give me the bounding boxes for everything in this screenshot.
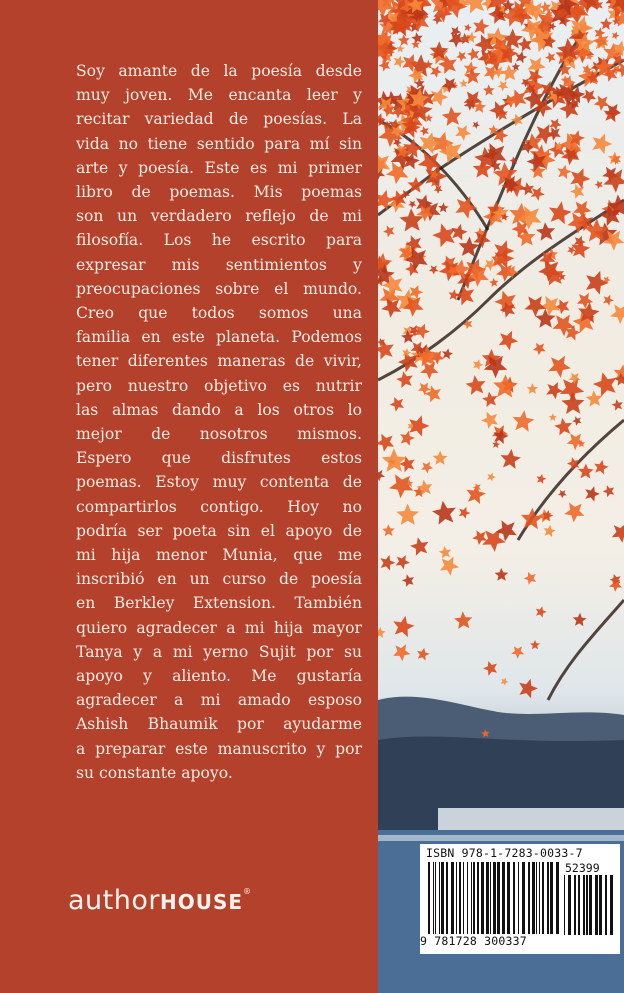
blurb-line: Soy amante de la poesía desde (76, 62, 362, 80)
blurb-line: filosofía. Los he escrito para (76, 231, 362, 250)
maple-leaf (466, 375, 486, 395)
maple-leaf (586, 271, 609, 295)
maple-leaf (564, 503, 584, 523)
barcode-bar (522, 862, 525, 934)
publisher-logo (68, 885, 252, 916)
blurb-line: a preparar este manuscrito y por (76, 739, 362, 758)
maple-leaf (421, 462, 433, 474)
maple-leaf (382, 448, 407, 472)
barcode-bar (528, 862, 530, 934)
maple-leaf (408, 201, 416, 209)
maple-leaf (459, 79, 467, 87)
barcode-bar (490, 862, 491, 934)
lake-reflection (378, 835, 624, 841)
maple-leaf (411, 32, 422, 43)
maple-leaf (451, 224, 467, 241)
maple-leaf (533, 343, 546, 356)
maple-leaf (396, 555, 410, 569)
maple-leaf (561, 392, 584, 414)
maple-leaf (549, 201, 572, 224)
blurb-line: son un verdadero reflejo de mi (76, 207, 362, 226)
maple-leaf (399, 208, 423, 231)
publisher-logo-part2: HOUSE (159, 890, 244, 914)
maple-leaf (548, 356, 571, 378)
blurb-line: preocupaciones sobre el mundo. (76, 279, 362, 298)
barcode-bar (481, 862, 484, 934)
maple-leaf (554, 418, 572, 436)
maple-leaf (454, 611, 472, 629)
barcode-bar (574, 875, 576, 935)
maple-leaf (546, 382, 563, 399)
maple-leaf (394, 56, 405, 68)
maple-leaf (383, 226, 395, 238)
publisher-logo-part1: author (68, 885, 160, 916)
barcode-bar (599, 875, 602, 935)
maple-leaf (472, 121, 480, 129)
blurb-line: podría ser poeta sin el apoyo de (76, 521, 362, 540)
maple-leaf (420, 126, 429, 136)
barcode-bar (586, 875, 588, 935)
blurb-line: recitar variedad de poesías. La (76, 110, 362, 129)
maple-leaf (521, 508, 543, 530)
blurb-line: familia en este planeta. Podemos (76, 328, 362, 347)
maple-leaf (455, 125, 471, 141)
maple-leaf (484, 259, 496, 271)
blurb-line: Tanya y a mi yerno Sujit por su (76, 642, 362, 661)
maple-leaf (501, 449, 521, 469)
maple-leaf (594, 460, 608, 475)
maple-leaf (473, 359, 483, 370)
maple-leaf (483, 84, 495, 95)
barcode-bar (467, 862, 468, 934)
blurb-line: mi hija menor Munia, que me (76, 546, 362, 565)
maple-leaf (389, 474, 413, 498)
maple-leaf (595, 180, 603, 189)
maple-leaf (433, 451, 448, 465)
maple-leaf (549, 118, 561, 130)
maple-leaf (459, 507, 471, 519)
barcode-bar (605, 875, 607, 935)
maple-leaf (612, 524, 624, 543)
maple-leaf (499, 331, 518, 351)
maple-leaf (567, 433, 584, 450)
maple-leaf (467, 48, 479, 61)
maple-leaf (438, 203, 448, 213)
barcode-bar (456, 862, 457, 934)
blurb-line: Creo que todos somos una (76, 304, 362, 323)
maple-leaf (464, 24, 472, 32)
barcode-bar (502, 862, 505, 934)
blurb-line: inscribió en un curso de poesía (76, 570, 362, 589)
barcode-bar (446, 862, 448, 934)
barcode-bar (556, 862, 559, 934)
maple-leaf (396, 504, 419, 525)
maple-leaf (378, 190, 395, 211)
maple-leaf (390, 397, 404, 412)
maple-leaf (396, 371, 413, 388)
barcode-bar (589, 875, 592, 935)
barcode-bar (441, 862, 444, 934)
maple-leaf (536, 606, 547, 617)
ean-barcode-bars (428, 862, 560, 934)
maple-leaf (380, 555, 395, 571)
barcode-bar (542, 862, 544, 934)
maple-leaf (582, 89, 596, 103)
barcode-bar (547, 862, 549, 934)
maple-leaf (382, 524, 395, 536)
maple-leaf (440, 557, 459, 576)
maple-leaf (482, 392, 498, 408)
maple-leaf (402, 574, 414, 587)
blurb-line: expresar mis sentimientos y (76, 255, 362, 274)
maple-leaf (612, 32, 620, 40)
maple-leaf (572, 416, 581, 425)
maple-leaf (430, 66, 442, 78)
maple-leaf (378, 470, 385, 482)
barcode-bar (583, 875, 585, 935)
maple-leaf (571, 239, 590, 258)
barcode-bar (473, 862, 475, 934)
maple-leaf (549, 413, 557, 421)
maple-leaf (545, 52, 556, 63)
maple-leaf (544, 525, 556, 537)
maple-leaf (513, 410, 535, 431)
registered-mark: ® (243, 887, 252, 896)
maple-leaf (600, 18, 612, 30)
isbn-barcode (420, 844, 620, 954)
barcode-bar (433, 862, 434, 934)
barcode-bar (568, 875, 571, 935)
maple-leaf (429, 265, 439, 274)
maple-leaf (573, 613, 587, 627)
barcode-bar (532, 862, 535, 934)
maple-leaf (530, 640, 540, 649)
barcode-bar (507, 862, 510, 934)
maple-leaf (557, 165, 571, 179)
maple-leaf (439, 546, 452, 559)
blurb-line: compartirlos contigo. Hoy no (76, 497, 362, 516)
blurb-line: quiero agradecer a mi hija mayor (76, 618, 362, 637)
maple-leaf (586, 390, 603, 406)
barcode-bar (493, 862, 496, 934)
barcode-bar (564, 875, 565, 935)
barcode-bar (536, 862, 537, 934)
maple-leaf (456, 51, 467, 61)
maple-leaf (603, 485, 615, 497)
maple-leaf (492, 440, 500, 448)
maple-leaf (593, 372, 617, 396)
barcode-bar (428, 862, 430, 934)
maple-leaf (524, 572, 536, 585)
blurb-line: pero nuestro objetivo es nutrir (76, 376, 362, 395)
maple-leaf (524, 296, 546, 317)
isbn-label: ISBN 978-1-7283-0033-7 (426, 846, 583, 860)
blurb-line: mejor de nosotros mismos. (76, 425, 362, 444)
maple-leaf (493, 374, 517, 397)
barcode-bar (486, 862, 489, 934)
blurb-line: libro de poemas. Mis poemas (76, 183, 362, 202)
maple-leaf (570, 168, 590, 189)
price-code: 52399 (565, 861, 600, 875)
barcode-bar (435, 862, 436, 934)
maple-leaf (432, 223, 455, 247)
maple-leaf (410, 537, 428, 556)
barcode-bar (518, 862, 519, 934)
maple-leaf (610, 305, 624, 325)
barcode-bar (439, 862, 440, 934)
maple-leaf (378, 627, 386, 638)
maple-leaf (396, 45, 404, 53)
barcode-bar (513, 862, 515, 934)
maple-leaf (521, 182, 534, 195)
maple-leaf (386, 162, 409, 184)
barcode-bar (610, 875, 613, 935)
barcode-bar (471, 862, 472, 934)
ean-digits: 9 781728 300337 (420, 934, 527, 948)
maple-leaf (409, 285, 423, 299)
barcode-bar (578, 875, 580, 935)
barcode-bar (539, 862, 540, 934)
barcode-bar (477, 862, 479, 934)
maple-leaf (585, 486, 600, 501)
maple-leaf (487, 473, 496, 482)
blurb-line: arte y poesía. Este es mi primer (76, 158, 362, 177)
maple-leaf (515, 51, 527, 63)
maple-leaf (489, 278, 498, 287)
maple-leaf (594, 96, 610, 112)
maple-leaf (393, 616, 414, 638)
tree-branch (548, 600, 624, 700)
maple-leaf (497, 81, 508, 92)
barcode-bar (550, 862, 553, 934)
maple-leaf (393, 644, 410, 661)
maple-leaf (400, 431, 415, 446)
maple-leaf (483, 661, 497, 676)
maple-leaf (603, 295, 614, 306)
maple-leaf (464, 68, 481, 84)
maple-leaf (527, 383, 538, 394)
blurb-line: Espero que disfrutes estos (76, 449, 362, 468)
maple-leaf (378, 434, 394, 452)
maple-leaf (519, 679, 538, 699)
maple-leaf (512, 63, 521, 71)
barcode-bar (595, 875, 598, 935)
blurb-line: Ashish Bhaumik por ayudarme (76, 715, 362, 734)
maple-leaf (481, 412, 498, 429)
maple-leaf (442, 106, 462, 126)
addon-barcode-bars (564, 875, 614, 935)
maple-leaf (558, 490, 567, 498)
back-cover-blurb (76, 59, 362, 785)
blurb-line: su constante apoyo. (76, 763, 233, 782)
blurb-line: muy joven. Me encanta leer y (76, 86, 362, 105)
maple-leaf (592, 134, 612, 155)
maple-leaf (432, 501, 456, 525)
barcode-bar (451, 862, 454, 934)
maple-leaf (495, 568, 509, 581)
maple-leaf (537, 474, 547, 484)
barcode-bar (497, 862, 500, 934)
blurb-line: agradecer a mi amado esposo (76, 691, 362, 710)
maple-leaf (398, 34, 410, 45)
blurb-line: apoyo y aliento. Me gustaría (76, 667, 362, 686)
maple-leaf (536, 222, 555, 241)
blurb-line: en Berkley Extension. También (76, 594, 362, 613)
maple-leaf (417, 648, 429, 661)
blurb-line: vida no tiene sentido para mí sin (76, 134, 362, 153)
blurb-line: poemas. Estoy muy contenta de (76, 473, 362, 492)
maple-leaf (511, 646, 524, 659)
maple-leaf (473, 18, 489, 34)
blurb-line: tener diferentes maneras de vivir, (76, 352, 362, 371)
maple-leaf (569, 373, 581, 384)
maple-leaf (578, 464, 594, 479)
barcode-bar (459, 862, 461, 934)
maple-leaf (535, 309, 555, 328)
maple-leaf (501, 678, 509, 686)
blurb-line: las almas dando a los otros lo (76, 400, 362, 419)
maple-leaf (612, 399, 623, 411)
town-strip (438, 808, 624, 832)
barcode-bar (463, 862, 464, 934)
maple-leaf (442, 348, 453, 359)
